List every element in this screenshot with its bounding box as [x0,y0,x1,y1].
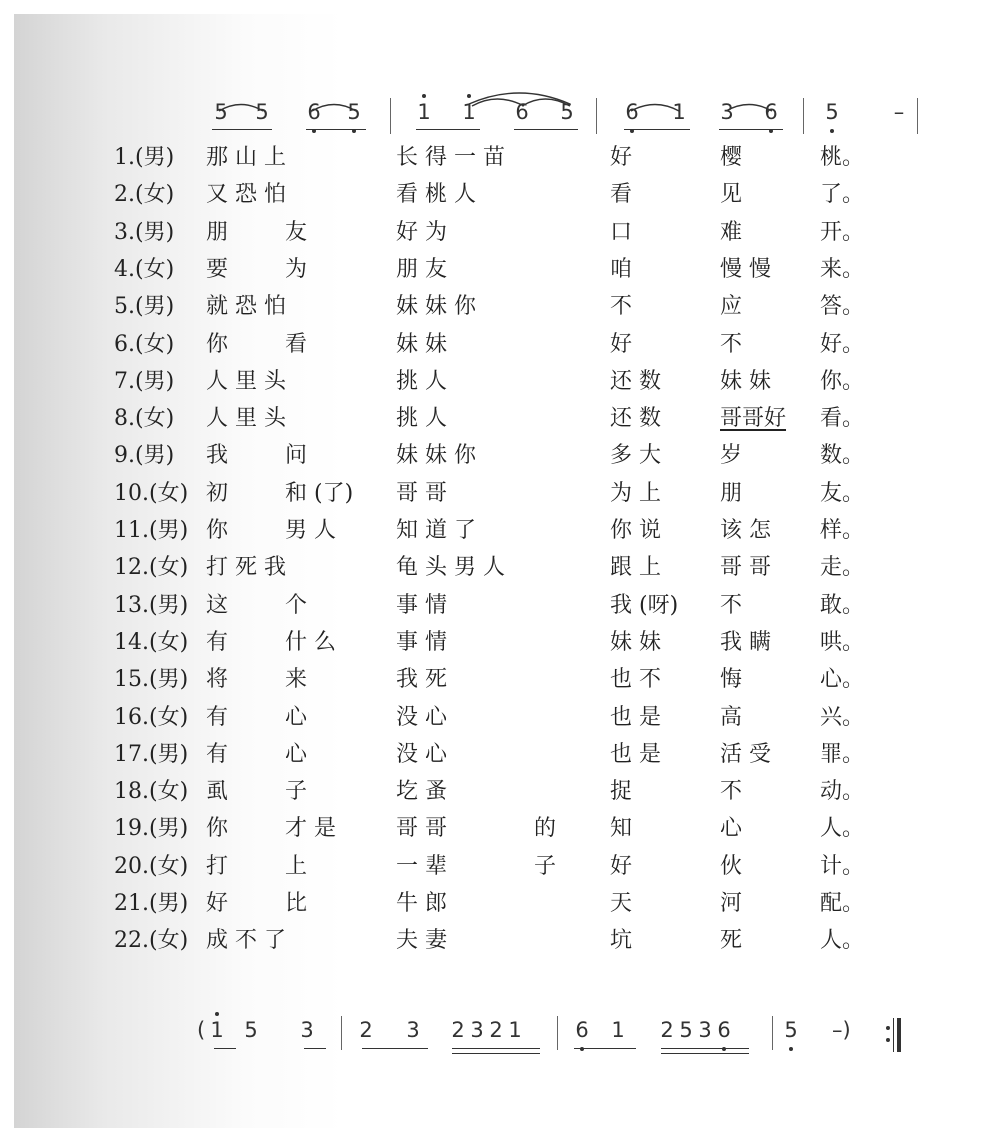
lyric-text: 看 [285,331,308,357]
lyric-text: 不 [610,294,633,320]
lyric-text: 妹 妹 [396,331,447,357]
lyric-text: 挑 人 [396,406,447,432]
lyric-text: 来。 [820,256,865,282]
lyric-text: 好 [610,331,633,357]
lyric-text: 应 [720,294,743,320]
verse-number-label: 13.(男) [114,592,189,618]
lyric-text: 动。 [820,779,865,805]
lyric-text: 我 死 [396,667,447,693]
lyric-text: 哥 哥 [396,816,447,842]
lyric-text: 看。 [820,406,865,432]
lyric-text: 兴。 [820,704,865,730]
verse-number-label: 10.(女) [114,480,189,506]
lyric-text: 人 里 头 [206,406,286,432]
lyric-text: 河 [720,891,743,916]
lyric-text: 要 [206,256,229,282]
verse-number-label: 18.(女) [114,779,189,805]
lyric-text: 天 [610,891,633,916]
lyric-text: 知 [610,816,633,842]
lyric-text: 口 [610,219,633,245]
bar-line [917,98,918,134]
note-digit: 6 [760,100,782,124]
note-digit: 5 [214,100,228,124]
lyric-text: 死 [720,928,743,954]
verse-number-label: 20.(女) [114,853,189,879]
lyric-text: 成 不 了 [206,928,286,954]
lyric-text: 开。 [820,219,865,245]
lyric-text: 你 [206,816,229,842]
lyric-text: 初 [206,480,229,506]
verse-number-label: 17.(男) [114,741,189,767]
lyric-text: 为 [285,256,308,282]
lyric-text: 你。 [820,368,865,394]
lyric-text: 将 [206,667,229,693]
verse-number-label: 11.(男) [114,518,189,543]
lyric-text: 见 [720,182,743,208]
verse-number-label: 16.(女) [114,704,189,730]
lyric-text: 走。 [820,555,865,581]
note-digit: 5 [343,100,365,124]
verse-number-label: 1.(男) [114,145,175,170]
lyric-text: 一 辈 [396,853,447,879]
lyric-text: 打 死 我 [206,555,286,581]
note-digit: 6 [571,1018,593,1042]
lyric-text: 跟 上 [610,555,661,581]
lyric-text: 没 心 [396,704,447,730]
lyric-text: 问 [285,443,308,469]
lyric-text: 事 情 [396,629,447,655]
lyric-text: 好 [610,145,633,170]
lyric-text: 心。 [820,667,865,693]
verse-number-label: 6.(女) [114,331,175,357]
note-digit: 3 [406,1018,420,1042]
octave-dot [422,94,426,98]
lyric-text: 桃。 [820,145,865,170]
lyric-text: 难 [720,219,743,245]
lyric-text: 朋 [206,219,229,245]
lyric-text: 数。 [820,443,865,469]
lyric-text: 伙 [720,853,743,879]
lyric-text: 心 [720,816,743,842]
note-digit: 1 [611,1018,625,1042]
note-digit: 3 [698,1018,712,1042]
verse-number-label: 21.(男) [114,891,189,916]
lyric-text: 有 [206,741,229,767]
lyric-text: 看 桃 人 [396,182,476,208]
lyric-text: 好 [610,853,633,879]
verse-number-label: 2.(女) [114,182,175,208]
lyric-text: 多 大 [610,443,661,469]
lyric-text: 龟 头 男 人 [396,555,505,581]
lyric-text: 还 数 [610,368,661,394]
bar-line [772,1016,773,1050]
lyric-text: 有 [206,704,229,730]
octave-dot [215,1012,219,1016]
note-digit: 3 [720,100,734,124]
verse-number-label: 19.(男) [114,816,189,842]
octave-dot [789,1047,793,1051]
lyric-text: 岁 [720,443,743,469]
lyric-text: 妹 妹 你 [396,443,476,469]
note-digit: 6 [713,1018,735,1042]
lyric-text: 妹 妹 你 [396,294,476,320]
lyric-text: 圪 蚤 [396,779,447,805]
lyric-text: 悔 [720,667,743,693]
lyric-text: 和 (了) [285,480,354,506]
lyric-text: 友。 [820,480,865,506]
lyric-text: 还 数 [610,406,661,432]
verse-number-label: 3.(男) [114,219,175,245]
lyric-text: 朋 [720,480,743,506]
bottom-melody-line [14,1004,990,1064]
lyric-text: 也 不 [610,667,661,693]
lyric-text: 樱 [720,145,743,170]
note-digit: 6 [621,100,643,124]
lyric-text: 我 (呀) [610,592,679,618]
lyric-text: 不 [720,779,743,805]
note-digit: 2 [359,1018,373,1042]
bar-line [390,98,391,134]
note-digit: 5 [780,1018,802,1042]
lyric-text: 夫 妻 [396,928,447,954]
lyric-text: 为 上 [610,480,661,506]
bar-line [341,1016,342,1050]
bar-line [557,1016,558,1050]
lyric-text: 心 [285,741,308,767]
lyric-text: 坑 [610,928,633,954]
lyric-text: 这 [206,592,229,618]
note-digit: 2 [660,1018,674,1042]
open-paren: ( [197,1018,206,1042]
lyric-text: 捉 [610,779,633,805]
lyric-text: 妹 妹 [720,368,771,394]
lyric-text: 挑 人 [396,368,447,394]
score-page [14,14,990,1128]
verse-number-label: 15.(男) [114,667,189,693]
lyric-text: 哄。 [820,629,865,655]
lyric-text: 比 [285,891,308,916]
lyric-text: 事 情 [396,592,447,618]
lyric-text: 子 [534,853,557,879]
close-paren: –) [832,1018,851,1042]
note-digit: 5 [821,100,843,124]
lyric-text: 了。 [820,182,865,208]
verse-number-label: 4.(女) [114,256,175,282]
lyric-text: 看 [610,182,633,208]
verse-number-label: 8.(女) [114,406,175,432]
lyric-text: 长 得 一 苗 [396,145,505,170]
note-digit: 5 [244,1018,258,1042]
lyric-text: 妹 妹 [610,629,661,655]
lyric-text: 你 [206,331,229,357]
lyric-text: 不 [720,331,743,357]
lyric-text: 好 [206,891,229,916]
lyric-text: 有 [206,629,229,655]
note-digit: 5 [679,1018,693,1042]
note-digit: 6 [515,100,529,124]
lyric-text: 朋 友 [396,256,447,282]
lyric-text: 你 说 [610,518,661,543]
lyric-text: 那 山 上 [206,145,286,170]
bar-line [596,98,597,134]
lyric-text: 来 [285,667,308,693]
lyric-text: 才 是 [285,816,336,842]
lyric-text: 打 [206,853,229,879]
lyric-text: 牛 郎 [396,891,447,916]
lyric-text: 子 [285,779,308,805]
verse-number-label: 5.(男) [114,294,175,320]
lyric-text: 配。 [820,891,865,916]
note-digit: 2 [451,1018,465,1042]
lyric-text: 也 是 [610,741,661,767]
lyric-text: 你 [206,518,229,543]
note-digit: 1 [508,1018,522,1042]
note-digit: 5 [255,100,269,124]
note-digit: 1 [413,100,435,124]
note-digit: 6 [303,100,325,124]
lyric-text: 心 [285,704,308,730]
lyric-text: 友 [285,219,308,245]
note-digit: 5 [560,100,574,124]
note-digit: 1 [458,100,480,124]
lyric-text: 男 人 [285,518,336,543]
lyric-text: 该 怎 [720,518,771,543]
lyric-text: 人 里 头 [206,368,286,394]
lyric-text: 答。 [820,294,865,320]
lyric-text: 上 [285,853,308,879]
bar-line [803,98,804,134]
verse-number-label: 7.(男) [114,368,175,394]
note-digit: 3 [470,1018,484,1042]
lyric-text: 哥哥好 [720,406,787,432]
octave-dot [467,94,471,98]
verse-number-label: 14.(女) [114,629,189,655]
lyric-text: 的 [534,816,557,842]
lyric-text: 哥 哥 [720,555,771,581]
note-digit: 2 [489,1018,503,1042]
note-digit: 1 [672,100,686,124]
lyric-text: 就 恐 怕 [206,294,286,320]
lyric-text: 慢 慢 [720,256,771,282]
lyric-text: 咱 [610,256,633,282]
lyric-text: 好 为 [396,219,447,245]
lyric-text: 计。 [820,853,865,879]
lyric-text: 罪。 [820,741,865,767]
lyric-text: 不 [720,592,743,618]
lyric-text: 哥 哥 [396,480,447,506]
top-melody-line [14,14,990,144]
slur-marks [14,14,990,144]
lyric-text: 人。 [820,816,865,842]
lyric-text: 我 [206,443,229,469]
lyric-text: 活 受 [720,741,771,767]
lyric-text: 样。 [820,518,865,543]
sustain-dash: – [893,100,905,124]
lyric-text: 又 恐 怕 [206,182,286,208]
lyric-text: 没 心 [396,741,447,767]
lyric-text: 敢。 [820,592,865,618]
octave-dot [830,129,834,133]
lyric-text: 人。 [820,928,865,954]
lyric-text: 我 瞒 [720,629,771,655]
lyric-text: 虱 [206,779,229,805]
verse-number-label: 22.(女) [114,928,189,954]
verse-number-label: 12.(女) [114,555,189,581]
lyric-text: 高 [720,704,743,730]
lyric-text: 也 是 [610,704,661,730]
lyric-text: 好。 [820,331,865,357]
lyric-text: 知 道 了 [396,518,476,543]
note-digit: 3 [300,1018,314,1042]
verse-number-label: 9.(男) [114,443,175,469]
lyric-text: 个 [285,592,308,618]
note-digit: 1 [206,1018,228,1042]
lyric-text: 什 么 [285,629,336,655]
